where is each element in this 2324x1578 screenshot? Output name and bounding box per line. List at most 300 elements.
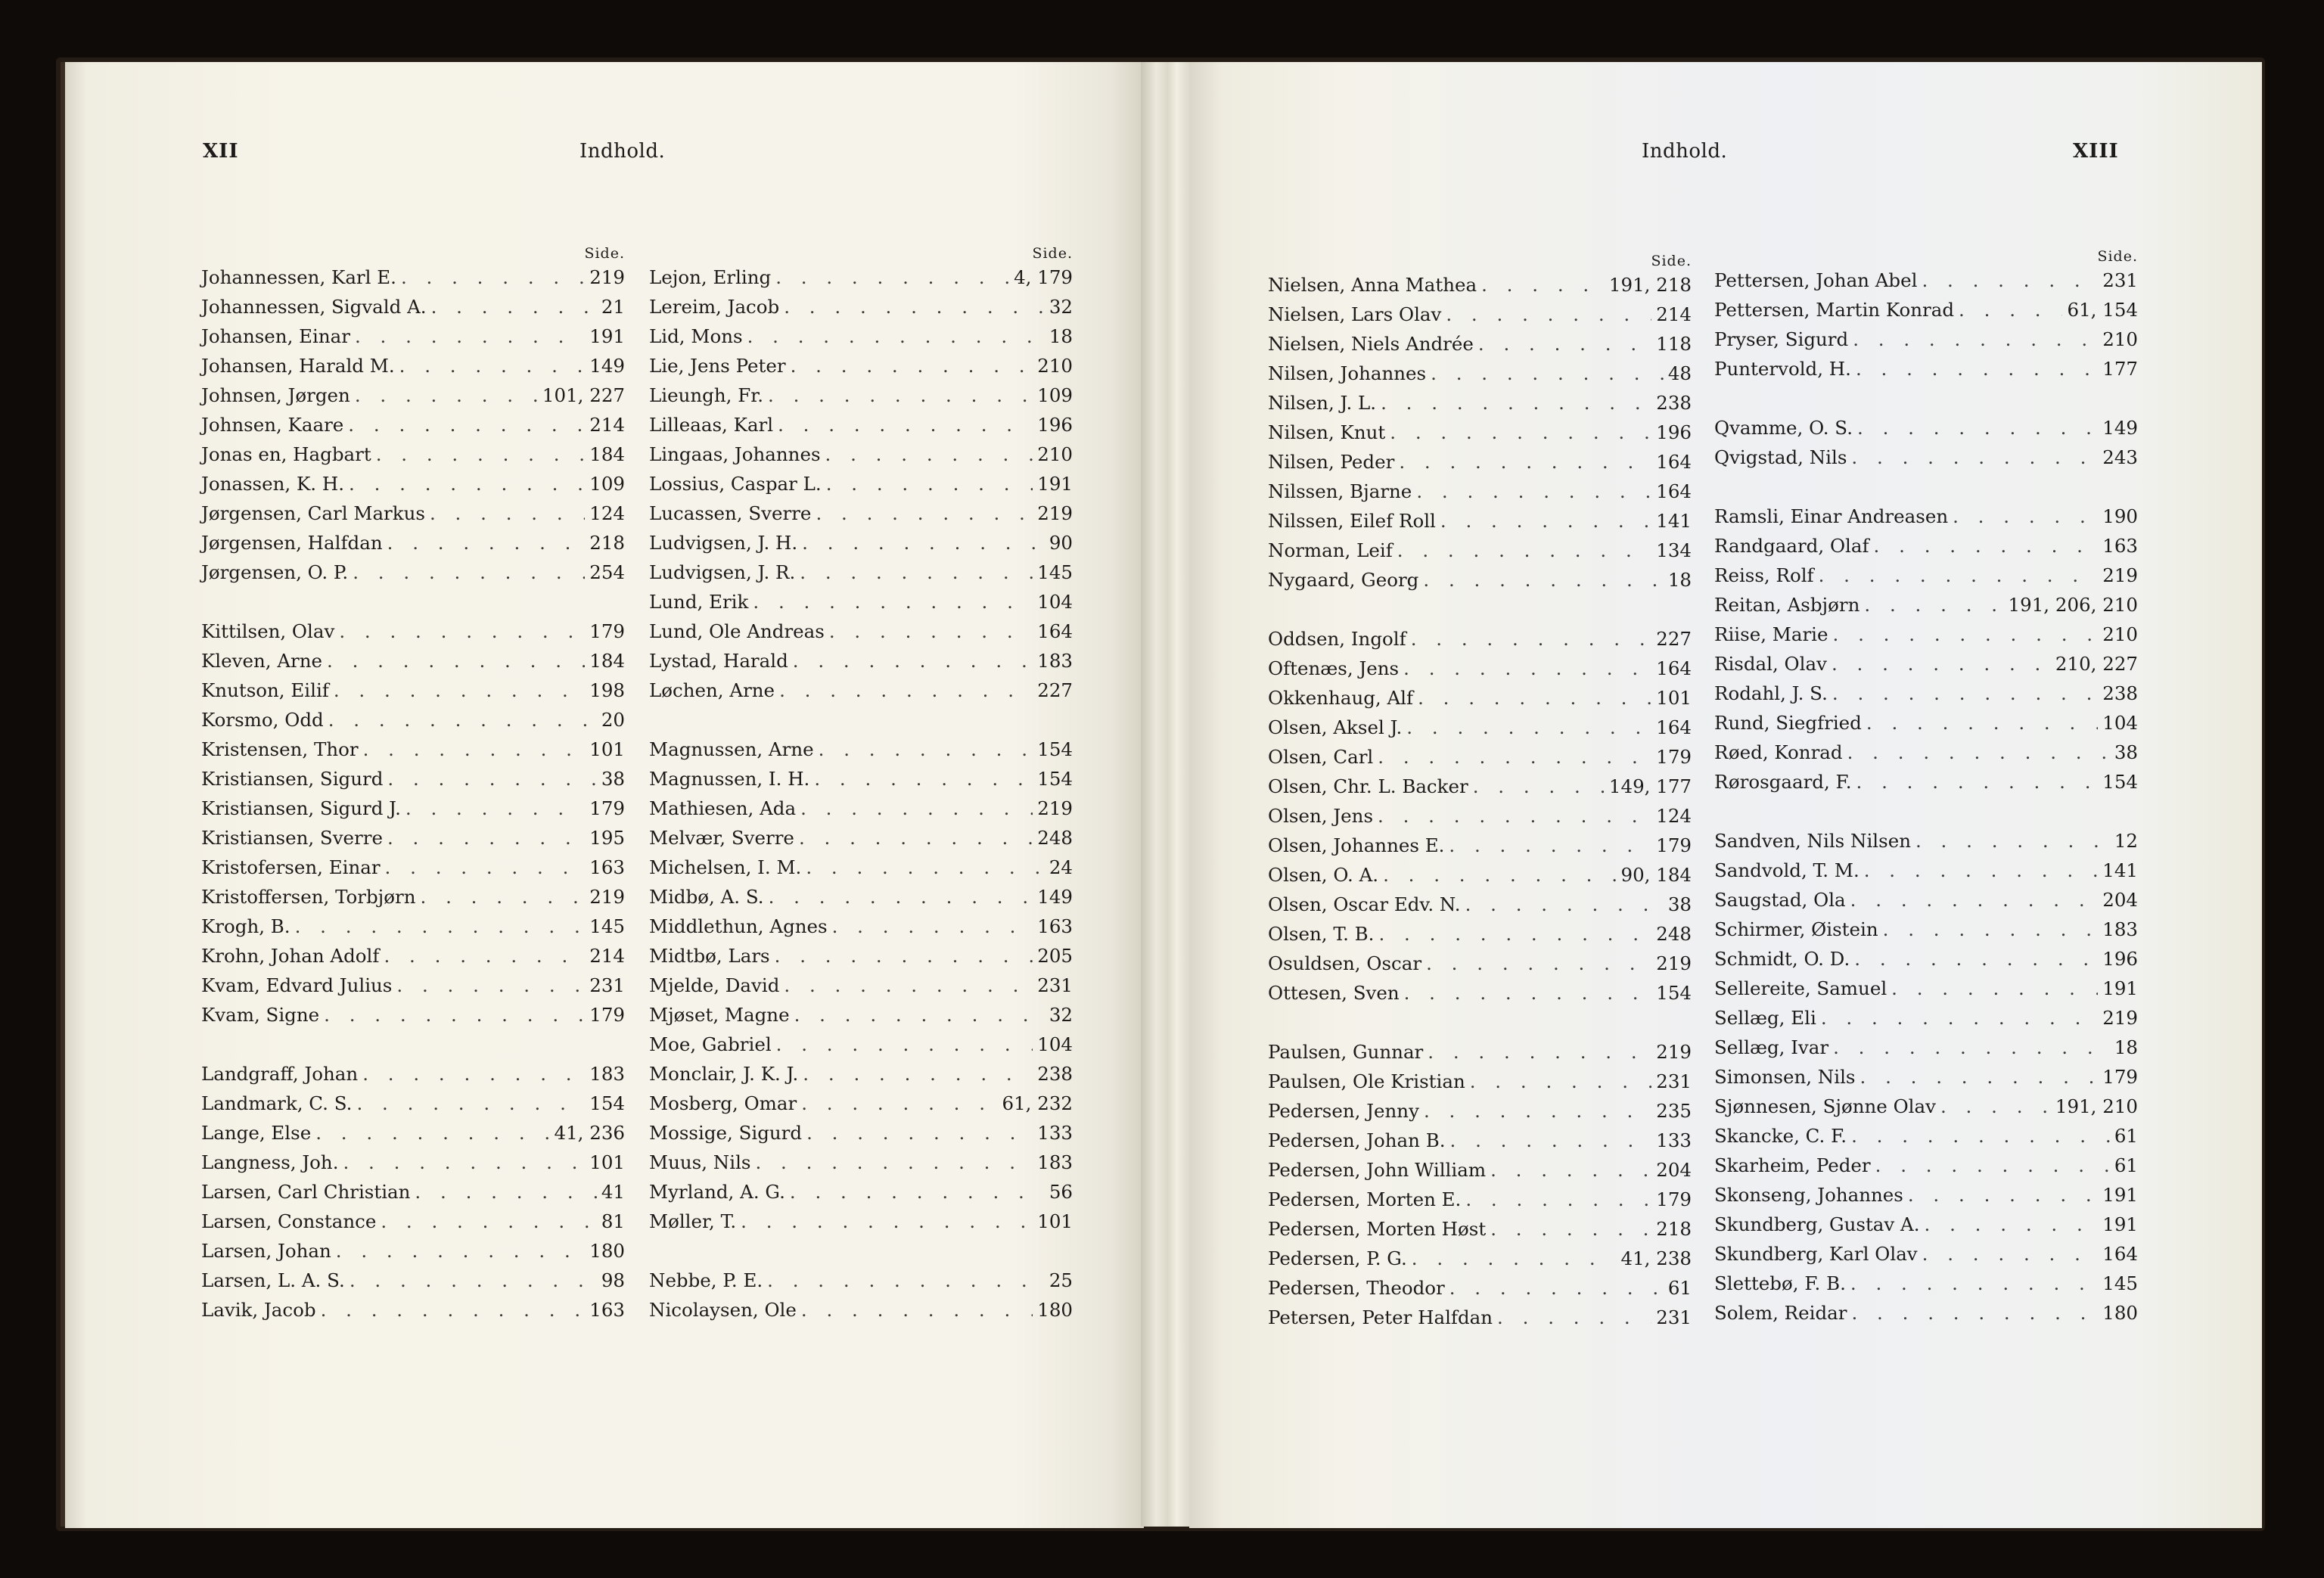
index-entry xyxy=(1268,333,1692,362)
index-entry xyxy=(1714,771,2138,800)
entry-name: Petersen, Peter Halfdan xyxy=(1268,1306,1493,1328)
entry-pages: 210 xyxy=(2102,623,2138,645)
entry-pages: 238 xyxy=(1656,392,1692,414)
entry-name: Kristofersen, Einar xyxy=(201,856,381,878)
entry-name: Slettebø, F. B. xyxy=(1714,1272,1846,1294)
index-entry xyxy=(1714,948,2138,977)
entry-pages: 231 xyxy=(1656,1306,1692,1328)
index-entry xyxy=(1268,539,1692,568)
entry-pages: 231 xyxy=(1656,1070,1692,1092)
entry-pages: 24 xyxy=(1049,856,1073,878)
entry-pages: 219 xyxy=(1656,1041,1692,1063)
entry-pages: 179 xyxy=(2102,1066,2138,1088)
dot-leader xyxy=(324,1004,585,1026)
index-entry xyxy=(1714,1154,2138,1183)
entry-pages: 18 xyxy=(2114,1036,2138,1058)
entry-pages: 196 xyxy=(1037,414,1073,436)
dot-leader xyxy=(321,1299,586,1321)
entry-name: Pedersen, Morten Høst xyxy=(1268,1218,1487,1240)
index-entry xyxy=(649,974,1073,1003)
entry-pages: 243 xyxy=(2102,446,2138,468)
dot-leader xyxy=(1470,1070,1652,1092)
entry-name: Mjøset, Magne xyxy=(649,1004,790,1026)
dot-leader xyxy=(339,620,585,642)
entry-pages: 214 xyxy=(1656,303,1692,325)
entry-pages: 118 xyxy=(1656,333,1692,355)
dot-leader xyxy=(1423,569,1663,591)
entry-pages: 210 xyxy=(1037,355,1073,377)
index-entry xyxy=(649,768,1073,797)
index-entry xyxy=(201,945,625,974)
dot-leader xyxy=(1851,1302,2098,1324)
dot-leader xyxy=(343,1151,585,1173)
entry-pages: 41, 236 xyxy=(554,1122,625,1144)
dot-leader xyxy=(384,945,585,967)
entry-pages: 154 xyxy=(2102,771,2138,793)
entry-pages: 18 xyxy=(1049,325,1073,347)
dot-leader xyxy=(741,1210,1033,1232)
entry-pages: 81 xyxy=(601,1210,625,1232)
dot-leader xyxy=(355,325,585,347)
dot-leader xyxy=(415,1181,596,1203)
entry-name: Pedersen, Jenny xyxy=(1268,1100,1419,1122)
entry-name: Middlethun, Agnes xyxy=(649,915,828,937)
entry-pages: 101 xyxy=(589,738,625,760)
entry-pages: 219 xyxy=(2102,1007,2138,1029)
entry-name: Simonsen, Nils xyxy=(1714,1066,1856,1088)
entry-pages: 227 xyxy=(1037,679,1073,701)
dot-leader xyxy=(376,443,586,465)
entry-name: Sandven, Nils Nilsen xyxy=(1714,830,1911,852)
entry-name: Pettersen, Martin Konrad xyxy=(1714,299,1955,321)
entry-pages: 20 xyxy=(601,709,625,731)
entry-pages: 218 xyxy=(589,532,625,554)
entry-name: Melvær, Sverre xyxy=(649,827,794,849)
book-gutter xyxy=(1141,62,1192,1527)
index-entry xyxy=(649,679,1073,708)
entry-pages: 18 xyxy=(1667,569,1692,591)
entry-name: Landmark, C. S. xyxy=(201,1092,353,1114)
entry-pages: 163 xyxy=(589,1299,625,1321)
index-entry xyxy=(201,856,625,885)
dot-leader xyxy=(1854,948,2098,970)
entry-name: Lund, Ole Andreas xyxy=(649,620,825,642)
entry-pages: 101, 227 xyxy=(542,384,625,406)
dot-leader xyxy=(1864,859,2099,881)
entry-pages: 101 xyxy=(1037,1210,1073,1232)
dot-leader xyxy=(1416,480,1651,502)
entry-pages: 191 xyxy=(1037,473,1073,495)
entry-name: Nebbe, P. E. xyxy=(649,1269,763,1291)
dot-leader xyxy=(1953,505,2098,527)
entry-pages: 214 xyxy=(589,945,625,967)
index-entry xyxy=(1714,859,2138,888)
entry-name: Myrland, A. G. xyxy=(649,1181,785,1203)
dot-leader xyxy=(430,502,585,524)
entry-name: Skonseng, Johannes xyxy=(1714,1184,1903,1206)
dot-leader xyxy=(829,620,1033,642)
index-entry xyxy=(201,797,625,826)
entry-name: Pedersen, Theodor xyxy=(1268,1277,1445,1299)
index-entry xyxy=(1268,687,1692,716)
entry-name: Norman, Leif xyxy=(1268,539,1393,561)
index-entry xyxy=(1268,451,1692,480)
entry-pages: 109 xyxy=(589,473,625,495)
index-entry xyxy=(1268,510,1692,539)
index-entry xyxy=(201,1092,625,1121)
entry-pages: 164 xyxy=(1037,620,1073,642)
dot-leader xyxy=(1440,510,1651,532)
dot-leader xyxy=(1915,830,2110,852)
entry-pages: 104 xyxy=(2102,712,2138,734)
dot-leader xyxy=(1431,362,1664,384)
dot-leader xyxy=(1959,299,2062,321)
entry-pages: 177 xyxy=(2102,358,2138,380)
entry-pages: 231 xyxy=(2102,269,2138,291)
index-entry xyxy=(1714,564,2138,593)
entry-pages: 32 xyxy=(1049,1004,1073,1026)
entry-name: Solem, Reidar xyxy=(1714,1302,1847,1324)
index-entry xyxy=(1268,716,1692,745)
entry-pages: 210 xyxy=(1037,443,1073,465)
dot-leader xyxy=(778,414,1033,436)
index-entry xyxy=(649,1181,1073,1210)
dot-leader xyxy=(784,296,1045,318)
entry-name: Olsen, Carl xyxy=(1268,746,1374,768)
dot-leader xyxy=(1860,1066,2099,1088)
dot-leader xyxy=(1925,1213,2099,1235)
entry-name: Skundberg, Karl Olav xyxy=(1714,1243,1918,1265)
entry-name: Mjelde, David xyxy=(649,974,780,996)
side-label: Side. xyxy=(584,245,625,262)
index-entry xyxy=(201,1269,625,1298)
entry-name: Pedersen, Johan B. xyxy=(1268,1129,1446,1151)
entry-pages: 214 xyxy=(589,414,625,436)
dot-leader xyxy=(775,266,1009,288)
entry-pages: 191, 206, 210 xyxy=(2008,594,2138,616)
index-entry xyxy=(1714,1066,2138,1095)
dot-leader xyxy=(405,797,585,819)
index-entry xyxy=(1714,417,2138,446)
entry-name: Olsen, Johannes E. xyxy=(1268,834,1445,856)
entry-name: Kristensen, Thor xyxy=(201,738,359,760)
index-entry xyxy=(649,1151,1073,1180)
entry-pages: 254 xyxy=(589,561,625,583)
dot-leader xyxy=(800,797,1033,819)
page-title: Indhold. xyxy=(1642,140,1728,163)
entry-name: Knutson, Eilif xyxy=(201,679,329,701)
entry-name: Ottesen, Sven xyxy=(1268,982,1400,1004)
dot-leader xyxy=(362,1063,585,1085)
entry-pages: 154 xyxy=(1037,768,1073,790)
entry-name: Midbø, A. S. xyxy=(649,886,764,908)
index-entry xyxy=(1714,623,2138,652)
index-entry xyxy=(201,1151,625,1180)
entry-name: Nielsen, Lars Olav xyxy=(1268,303,1442,325)
entry-pages: 32 xyxy=(1049,296,1073,318)
dot-leader xyxy=(1450,1129,1652,1151)
index-entry xyxy=(1268,362,1692,391)
entry-pages: 145 xyxy=(589,915,625,937)
index-entry xyxy=(649,355,1073,384)
dot-leader xyxy=(793,650,1033,672)
dot-leader xyxy=(806,1122,1033,1144)
dot-leader xyxy=(387,768,596,790)
entry-name: Kvam, Signe xyxy=(201,1004,320,1026)
entry-pages: 179 xyxy=(1656,1188,1692,1210)
entry-pages: 163 xyxy=(589,856,625,878)
entry-pages: 238 xyxy=(2102,682,2138,704)
index-entry xyxy=(649,561,1073,590)
entry-name: Magnussen, I. H. xyxy=(649,768,810,790)
left-page xyxy=(65,62,1144,1528)
dot-leader xyxy=(1850,1272,2098,1294)
dot-leader xyxy=(1857,417,2098,439)
dot-leader xyxy=(1426,952,1651,974)
dot-leader xyxy=(1490,1159,1651,1181)
index-entry xyxy=(201,709,625,738)
entry-pages: 154 xyxy=(1656,982,1692,1004)
dot-leader xyxy=(1449,834,1651,856)
entry-name: Olsen, Aksel J. xyxy=(1268,716,1403,738)
index-entry xyxy=(1714,682,2138,711)
dot-leader xyxy=(825,443,1033,465)
entry-name: Jonas en, Hagbart xyxy=(201,443,371,465)
entry-pages: 179 xyxy=(589,797,625,819)
index-entry xyxy=(201,1122,625,1151)
index-entry xyxy=(201,1063,625,1092)
dot-leader xyxy=(767,1269,1045,1291)
dot-leader xyxy=(1851,1125,2110,1147)
index-entry xyxy=(1714,1302,2138,1331)
entry-name: Magnussen, Arne xyxy=(649,738,814,760)
dot-leader xyxy=(1399,451,1651,473)
dot-leader xyxy=(747,325,1045,347)
entry-name: Nielsen, Anna Mathea xyxy=(1268,274,1477,296)
dot-leader xyxy=(1851,446,2098,468)
entry-pages: 227 xyxy=(1656,628,1692,650)
index-entry xyxy=(201,974,625,1003)
index-entry xyxy=(649,296,1073,325)
entry-pages: 231 xyxy=(1037,974,1073,996)
entry-pages: 154 xyxy=(589,1092,625,1114)
entry-pages: 183 xyxy=(1037,1151,1073,1173)
entry-name: Nilssen, Bjarne xyxy=(1268,480,1412,502)
index-entry xyxy=(649,620,1073,649)
entry-name: Langness, Joh. xyxy=(201,1151,339,1173)
entry-pages: 191, 210 xyxy=(2055,1095,2138,1117)
entry-pages: 163 xyxy=(1037,915,1073,937)
entry-name: Larsen, Carl Christian xyxy=(201,1181,411,1203)
dot-leader xyxy=(1397,539,1651,561)
entry-pages: 190 xyxy=(2102,505,2138,527)
dot-leader xyxy=(1381,392,1651,414)
entry-name: Skundberg, Gustav A. xyxy=(1714,1213,1920,1235)
dot-leader xyxy=(1383,864,1616,886)
entry-name: Korsmo, Odd xyxy=(201,709,324,731)
dot-leader xyxy=(1412,1247,1617,1269)
index-entry xyxy=(1714,1125,2138,1154)
index-entry xyxy=(1268,1188,1692,1217)
index-entry xyxy=(1268,923,1692,952)
entry-pages: 48 xyxy=(1667,362,1692,384)
entry-name: Jørgensen, O. P. xyxy=(201,561,349,583)
entry-name: Lystad, Harald xyxy=(649,650,788,672)
entry-name: Olsen, O. A. xyxy=(1268,864,1379,886)
entry-name: Qvamme, O. S. xyxy=(1714,417,1853,439)
entry-name: Mossige, Sigurd xyxy=(649,1122,803,1144)
dot-leader xyxy=(790,1181,1045,1203)
dot-leader xyxy=(431,296,597,318)
dot-leader xyxy=(1853,328,2098,350)
entry-name: Paulsen, Ole Kristian xyxy=(1268,1070,1465,1092)
entry-pages: 101 xyxy=(1656,687,1692,709)
entry-pages: 218 xyxy=(1656,1218,1692,1240)
entry-name: Lereim, Jacob xyxy=(649,296,780,318)
index-entry xyxy=(1268,569,1692,598)
dot-leader xyxy=(1446,303,1651,325)
dot-leader xyxy=(1874,535,2099,557)
entry-name: Monclair, J. K. J. xyxy=(649,1063,799,1085)
entry-name: Saugstad, Ola xyxy=(1714,889,1846,911)
index-entry xyxy=(1714,594,2138,623)
entry-pages: 191, 218 xyxy=(1608,274,1692,296)
dot-leader xyxy=(1875,1154,2110,1176)
entry-pages: 180 xyxy=(1037,1299,1073,1321)
entry-name: Johansen, Einar xyxy=(201,325,350,347)
dot-leader xyxy=(328,709,597,731)
entry-pages: 219 xyxy=(1037,502,1073,524)
entry-pages: 196 xyxy=(2102,948,2138,970)
index-entry xyxy=(1268,274,1692,303)
index-entry xyxy=(649,1122,1073,1151)
entry-pages: 164 xyxy=(1656,451,1692,473)
dot-leader xyxy=(327,650,585,672)
index-entry xyxy=(1714,1213,2138,1242)
entry-name: Nilsen, Johannes xyxy=(1268,362,1427,384)
index-entry xyxy=(1714,1036,2138,1065)
index-entry xyxy=(201,886,625,915)
index-entry xyxy=(201,561,625,590)
dot-leader xyxy=(1378,923,1651,945)
entry-pages: 61 xyxy=(1667,1277,1692,1299)
entry-name: Landgraff, Johan xyxy=(201,1063,359,1085)
index-entry xyxy=(1714,299,2138,328)
dot-leader xyxy=(1424,1100,1651,1122)
entry-name: Michelsen, I. M. xyxy=(649,856,802,878)
index-entry xyxy=(1268,1277,1692,1306)
dot-leader xyxy=(1833,623,2099,645)
entry-name: Reitan, Asbjørn xyxy=(1714,594,1860,616)
entry-name: Mosberg, Omar xyxy=(649,1092,797,1114)
index-entry xyxy=(201,768,625,797)
entry-pages: 56 xyxy=(1049,1181,1073,1203)
entry-name: Ramsli, Einar Andreasen xyxy=(1714,505,1949,527)
index-entry xyxy=(1268,746,1692,775)
entry-pages: 149 xyxy=(1037,886,1073,908)
entry-name: Ludvigsen, J. H. xyxy=(649,532,798,554)
index-entry xyxy=(1268,1100,1692,1129)
entry-pages: 219 xyxy=(589,266,625,288)
entry-pages: 133 xyxy=(1656,1129,1692,1151)
dot-leader xyxy=(814,768,1033,790)
entry-pages: 210 xyxy=(2102,328,2138,350)
index-entry xyxy=(649,886,1073,915)
entry-pages: 38 xyxy=(2114,741,2138,763)
dot-leader xyxy=(353,561,585,583)
dot-leader xyxy=(1473,775,1605,797)
side-label: Side. xyxy=(1032,245,1073,262)
index-entry xyxy=(1268,834,1692,863)
dot-leader xyxy=(1856,358,2098,380)
dot-leader xyxy=(803,1063,1033,1085)
dot-leader xyxy=(1847,741,2110,763)
index-entry xyxy=(201,1210,625,1239)
entry-name: Rund, Siegfried xyxy=(1714,712,1862,734)
dot-leader xyxy=(1490,1218,1651,1240)
index-entry xyxy=(1714,328,2138,357)
dot-leader xyxy=(769,886,1033,908)
side-label: Side. xyxy=(2097,248,2138,265)
dot-leader xyxy=(819,738,1033,760)
entry-pages: 134 xyxy=(1656,539,1692,561)
index-entry xyxy=(201,827,625,856)
index-entry xyxy=(1268,864,1692,893)
index-entry xyxy=(649,650,1073,679)
index-entry xyxy=(1268,952,1692,981)
entry-name: Riise, Marie xyxy=(1714,623,1828,645)
entry-name: Larsen, Johan xyxy=(201,1240,331,1262)
dot-leader xyxy=(1832,653,2051,675)
entry-name: Moe, Gabriel xyxy=(649,1033,772,1055)
index-entry xyxy=(649,414,1073,443)
dot-leader xyxy=(1465,1188,1651,1210)
dot-leader xyxy=(826,473,1033,495)
entry-pages: 149 xyxy=(589,355,625,377)
entry-name: Lossius, Caspar L. xyxy=(649,473,822,495)
index-entry xyxy=(201,325,625,354)
dot-leader xyxy=(356,1092,585,1114)
entry-pages: 164 xyxy=(1656,716,1692,738)
entry-name: Lucassen, Sverre xyxy=(649,502,812,524)
index-entry xyxy=(649,1210,1073,1239)
entry-name: Sellereite, Samuel xyxy=(1714,977,1887,999)
dot-leader xyxy=(802,532,1045,554)
index-entry xyxy=(201,620,625,649)
entry-pages: 145 xyxy=(2102,1272,2138,1294)
entry-pages: 98 xyxy=(601,1269,625,1291)
entry-pages: 38 xyxy=(601,768,625,790)
entry-pages: 61 xyxy=(2114,1125,2138,1147)
dot-leader xyxy=(1864,594,2003,616)
index-entry xyxy=(649,473,1073,502)
entry-pages: 183 xyxy=(2102,918,2138,940)
index-entry xyxy=(649,1092,1073,1121)
index-entry xyxy=(201,1181,625,1210)
index-entry xyxy=(649,443,1073,472)
dot-leader xyxy=(1478,333,1651,355)
index-entry xyxy=(1714,977,2138,1006)
dot-leader xyxy=(349,473,585,495)
entry-pages: 109 xyxy=(1037,384,1073,406)
dot-leader xyxy=(1821,1007,2098,1029)
index-entry xyxy=(1268,1041,1692,1070)
dot-leader xyxy=(1406,716,1651,738)
dot-leader xyxy=(1908,1184,2098,1206)
entry-pages: 104 xyxy=(1037,1033,1073,1055)
index-entry xyxy=(201,355,625,384)
entry-pages: 141 xyxy=(2102,859,2138,881)
